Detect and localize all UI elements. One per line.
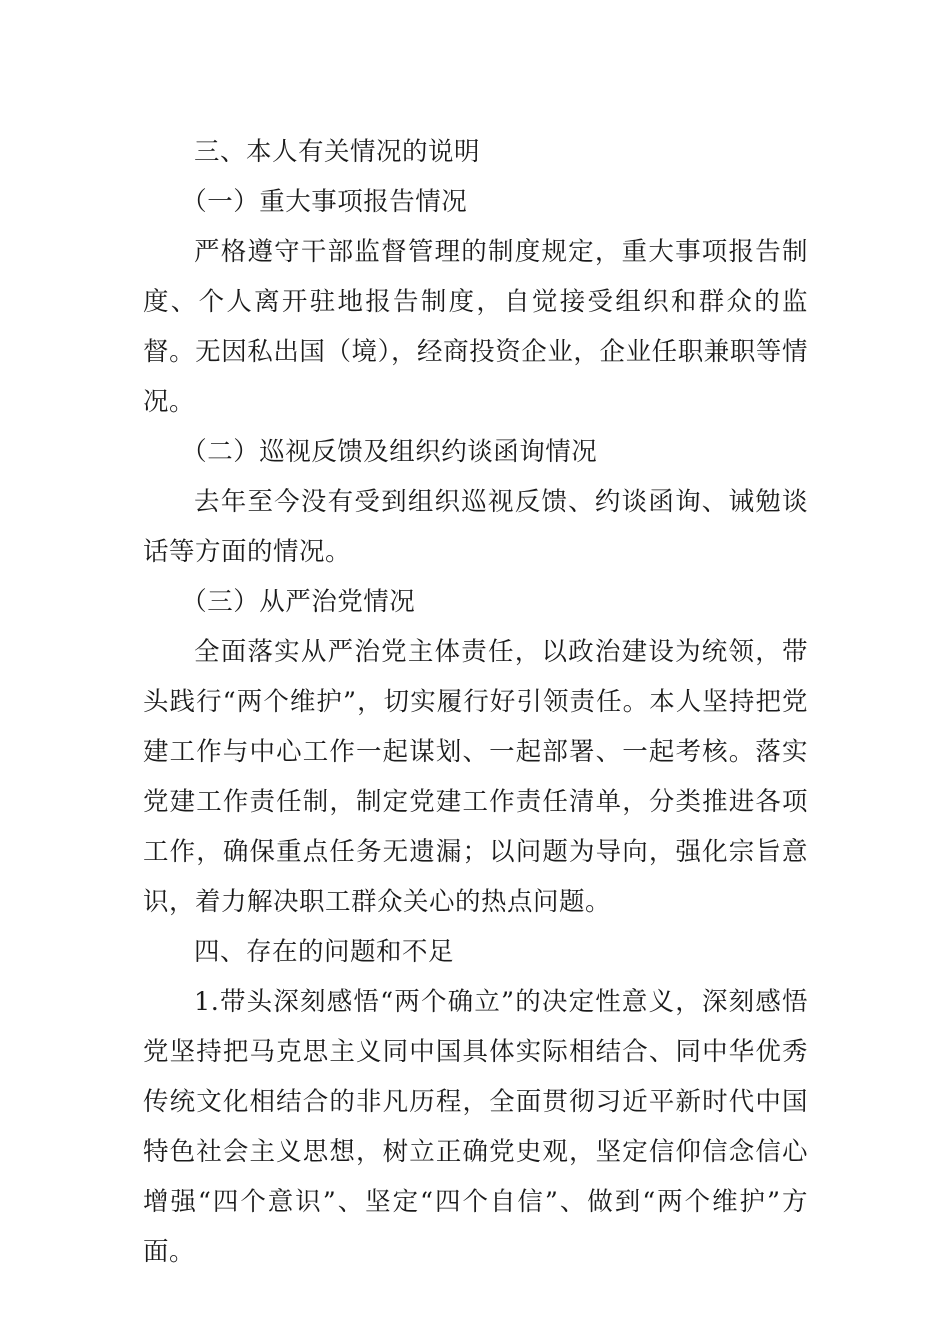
subsection-heading-3-2: （二）巡视反馈及组织约谈函询情况 [181, 437, 598, 467]
document-body [143, 127, 808, 1277]
paragraph-inspection-feedback: 去年至今没有受到组织巡视反馈、约谈函询、诫勉谈话等方面的情况。 [143, 487, 808, 567]
paragraph-problem-1: 1.带头深刻感悟“两个确立”的决定性意义，深刻感悟党坚持把马克思主义同中国具体实际相结合、同中华优秀传统文化相结合的非凡历程，全面贯彻习近平新时代中国特色社会主义思想，树立正确党史观，坚定信仰信念信心增强“四个意识”、坚定“四个自信”、做到“两个维护”方面。 [143, 987, 808, 1267]
section-heading-4: 四、存在的问题和不足 [194, 937, 455, 967]
subsection-heading-3-1: （一）重大事项报告情况 [181, 187, 468, 217]
section-heading-3: 三、本人有关情况的说明 [194, 137, 481, 167]
paragraph-party-governance: 全面落实从严治党主体责任，以政治建设为统领，带头践行“两个维护”，切实履行好引领责任。本人坚持把党建工作与中心工作一起谋划、一起部署、一起考核。落实党建工作责任制，制定党建工作责任清单，分类推进各项工作，确保重点任务无遗漏；以问题为导向，强化宗旨意识，着力解决职工群众关心的热点问题。 [143, 637, 808, 917]
subsection-heading-3-3: （三）从严治党情况 [181, 587, 416, 617]
paragraph-major-matters: 严格遵守干部监督管理的制度规定，重大事项报告制度、个人离开驻地报告制度，自觉接受组织和群众的监督。无因私出国（境），经商投资企业，企业任职兼职等情况。 [143, 237, 808, 417]
